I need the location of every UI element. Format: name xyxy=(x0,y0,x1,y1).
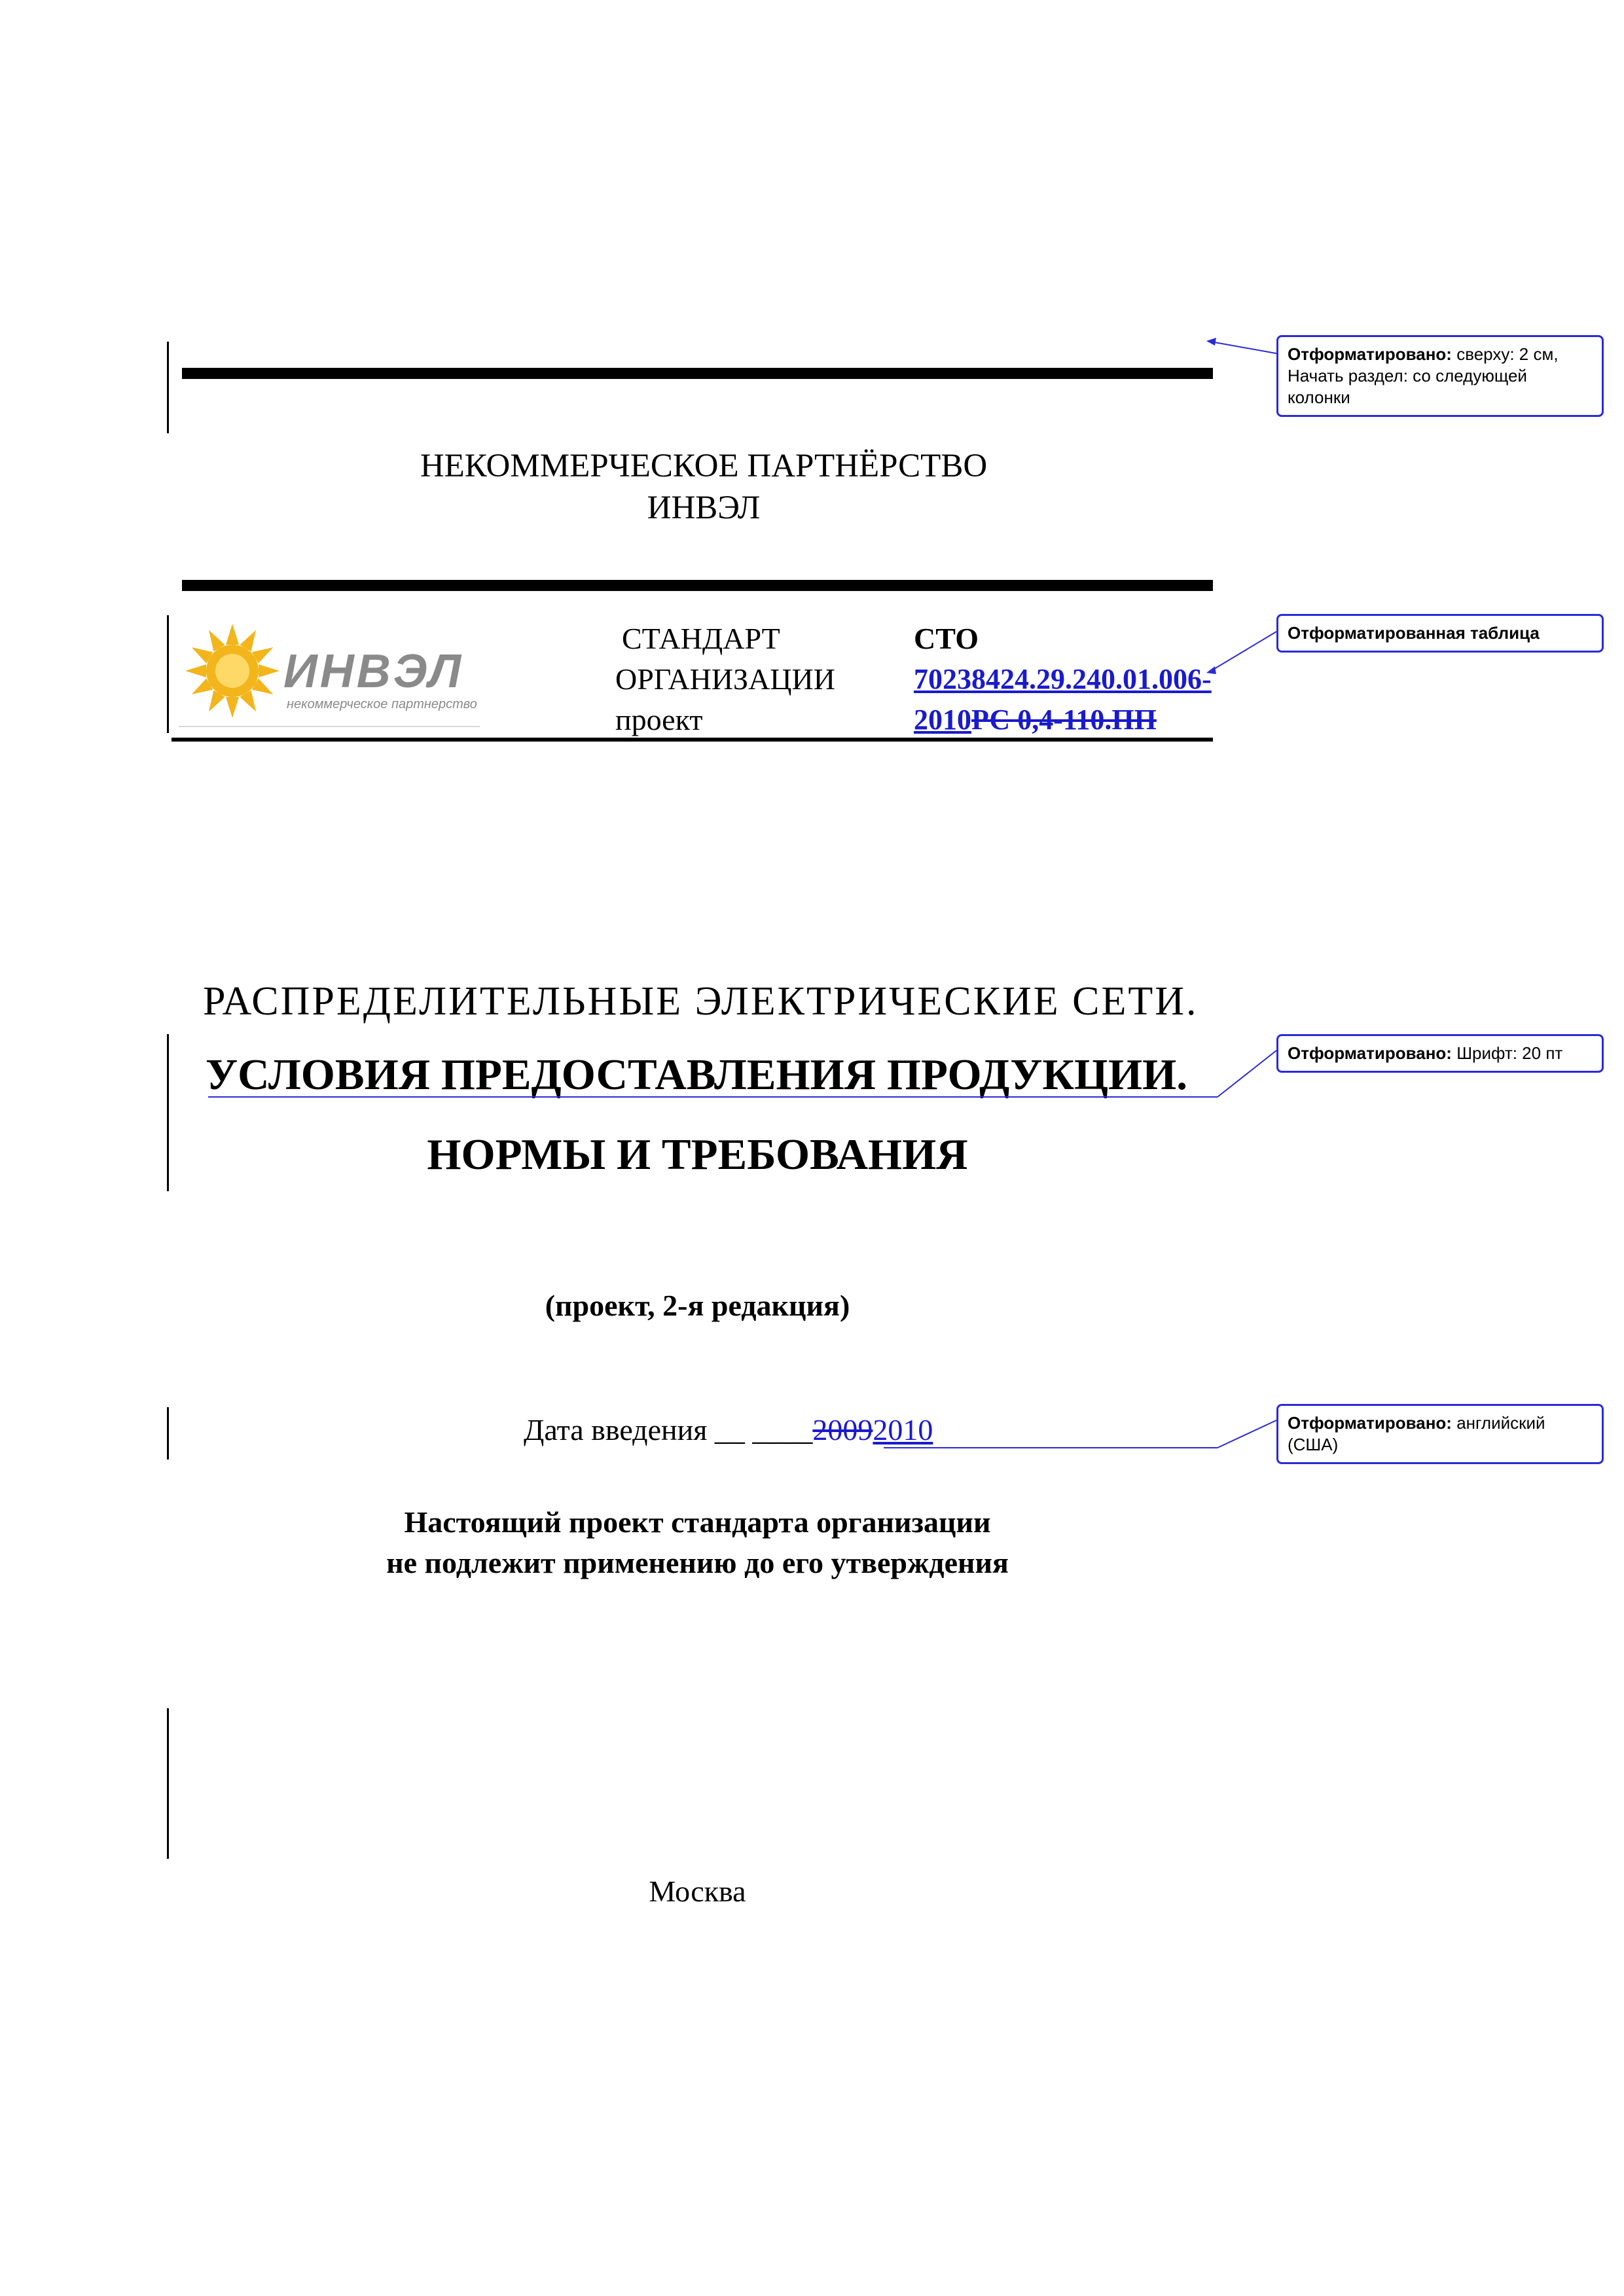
comment-balloon-2[interactable] xyxy=(1276,614,1604,653)
standard-label-line-3: проект xyxy=(615,703,703,736)
document-title-line-3: НОРМЫ И ТРЕБОВАНИЯ xyxy=(427,1130,968,1179)
date-label: Дата введения __ ____ xyxy=(524,1413,813,1446)
logo-text: ИНВЭЛ xyxy=(283,645,464,698)
approval-note-line-2: не подлежит применению до его утверждения xyxy=(386,1546,1009,1579)
organization-line-2: ИНВЭЛ xyxy=(647,490,761,526)
comment-balloon-3[interactable] xyxy=(1276,1034,1604,1073)
comment-balloon-1[interactable] xyxy=(1276,335,1604,417)
comment-1-title: Отформатировано: xyxy=(1288,344,1452,364)
comment-2-title: Отформатированная таблица xyxy=(1288,623,1540,643)
comment-1-text: сверху: 2 см, Начать раздел: со следующей колонки xyxy=(1288,344,1559,407)
standard-label-line-1: СТАНДАРТ xyxy=(622,622,780,655)
organization-line-1: НЕКОММЕРЧЕСКОЕ ПАРТНЁРСТВО xyxy=(420,448,988,484)
comment-balloon-4[interactable] xyxy=(1276,1404,1604,1464)
date-deleted: 2009 xyxy=(812,1413,873,1446)
date-inserted: 2010 xyxy=(873,1413,933,1446)
comment-3-text: Шрифт: 20 пт xyxy=(1451,1043,1563,1063)
standard-code-inserted-1: 70238424.29.240.01.006- xyxy=(914,663,1212,695)
city: Москва xyxy=(649,1874,746,1908)
comment-4-text: английский (США) xyxy=(1288,1413,1545,1454)
comment-3-title: Отформатировано: xyxy=(1288,1043,1452,1063)
standard-code-prefix: СТО xyxy=(914,622,979,655)
standard-code-deleted: РС 0,4-110.ПП xyxy=(971,704,1157,736)
logo-subtitle: некоммерческое партнерство xyxy=(287,697,477,711)
comment-4-title: Отформатировано: xyxy=(1288,1413,1452,1433)
standard-label-line-2: ОРГАНИЗАЦИИ xyxy=(615,662,835,696)
approval-note-line-1: Настоящий проект стандарта организации xyxy=(404,1505,991,1539)
document-title-line-2: УСЛОВИЯ ПРЕДОСТАВЛЕНИЯ ПРОДУКЦИИ. xyxy=(206,1050,1188,1099)
document-title-line-1: РАСПРЕДЕЛИТЕЛЬНЫЕ ЭЛЕКТРИЧЕСКИЕ СЕТИ. xyxy=(203,979,1199,1024)
edition-note: (проект, 2-я редакция) xyxy=(545,1289,850,1322)
standard-code-inserted-2: 2010 xyxy=(914,704,971,736)
